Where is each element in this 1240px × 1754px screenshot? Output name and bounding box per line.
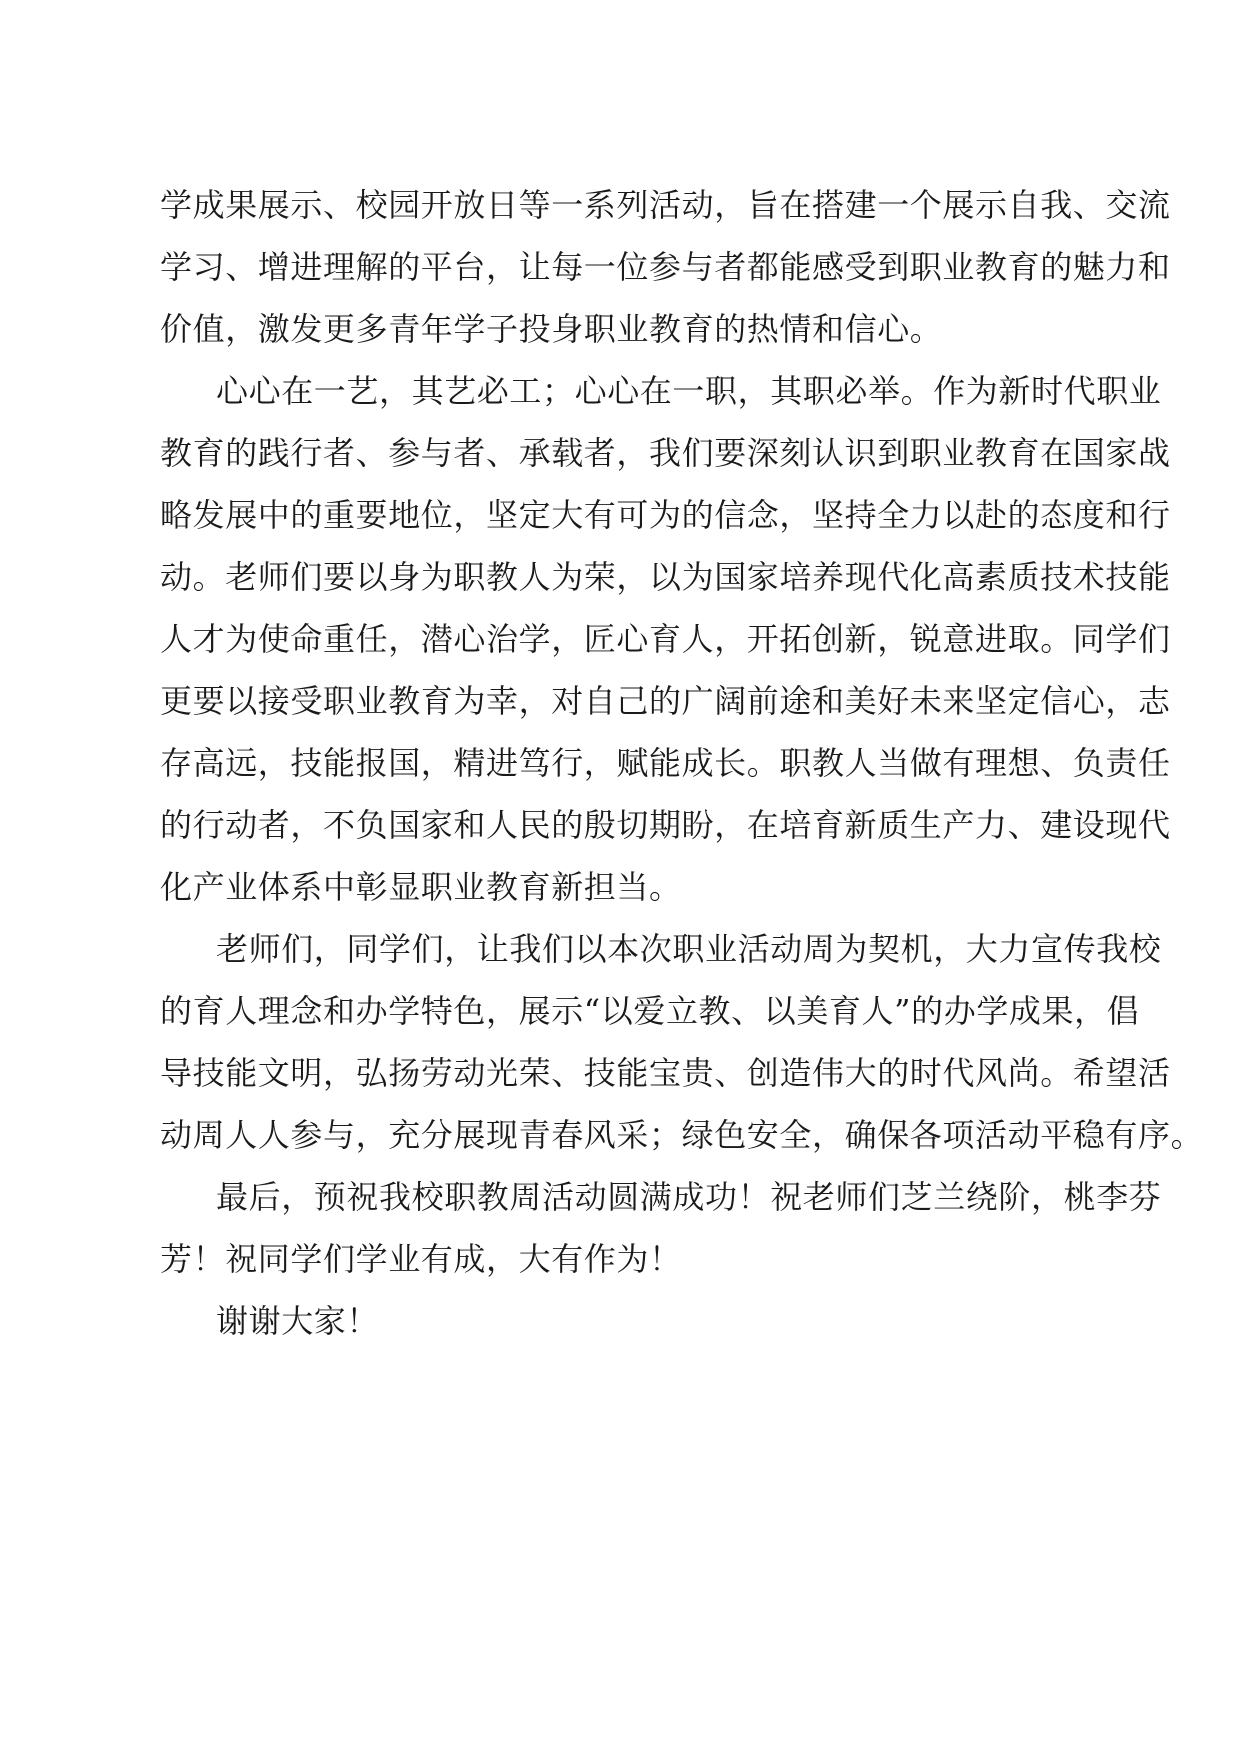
paragraph-line: 的育人理念和办学特色，展示“以爱立教、以美育人”的办学成果，倡: [160, 992, 1140, 1030]
paragraph-line: 导技能文明，弘扬劳动光荣、技能宝贵、创造伟大的时代风尚。希望活: [160, 1054, 1171, 1092]
paragraph-line: 动周人人参与，充分展现青春风采；绿色安全，确保各项活动平稳有序。: [160, 1116, 1204, 1154]
paragraph-line: 价值，激发更多青年学子投身职业教育的热情和信心。: [160, 310, 943, 348]
paragraph-line: 人才为使命重任，潜心治学，匠心育人，开拓创新，锐意进取。同学们: [160, 620, 1171, 658]
paragraph-line: 动。老师们要以身为职教人为荣，以为国家培养现代化高素质技术技能: [160, 558, 1171, 596]
paragraph-line: 存高远，技能报国，精进笃行，赋能成长。职教人当做有理想、负责任: [160, 744, 1171, 782]
paragraph-line: 心心在一艺，其艺必工；心心在一职，其职必举。作为新时代职业: [216, 372, 1162, 410]
paragraph-line: 学习、增进理解的平台，让每一位参与者都能感受到职业教育的魅力和: [160, 248, 1171, 286]
paragraph-line: 最后，预祝我校职教周活动圆满成功！祝老师们芝兰绕阶，桃李芬: [216, 1178, 1162, 1216]
paragraph-line: 学成果展示、校园开放日等一系列活动，旨在搭建一个展示自我、交流: [160, 186, 1171, 224]
paragraph-line: 教育的践行者、参与者、承载者，我们要深刻认识到职业教育在国家战: [160, 434, 1171, 472]
paragraph-line: 略发展中的重要地位，坚定大有可为的信念，坚持全力以赴的态度和行: [160, 496, 1171, 534]
paragraph-line: 化产业体系中彰显职业教育新担当。: [160, 868, 682, 906]
paragraph-line: 更要以接受职业教育为幸，对自己的广阔前途和美好未来坚定信心，志: [160, 682, 1171, 720]
closing-line: 谢谢大家！: [216, 1302, 380, 1340]
paragraph-line: 芳！祝同学们学业有成，大有作为！: [160, 1240, 682, 1278]
paragraph-line: 老师们，同学们，让我们以本次职业活动周为契机，大力宣传我校: [216, 930, 1162, 968]
paragraph-line: 的行动者，不负国家和人民的殷切期盼，在培育新质生产力、建设现代: [160, 806, 1171, 844]
